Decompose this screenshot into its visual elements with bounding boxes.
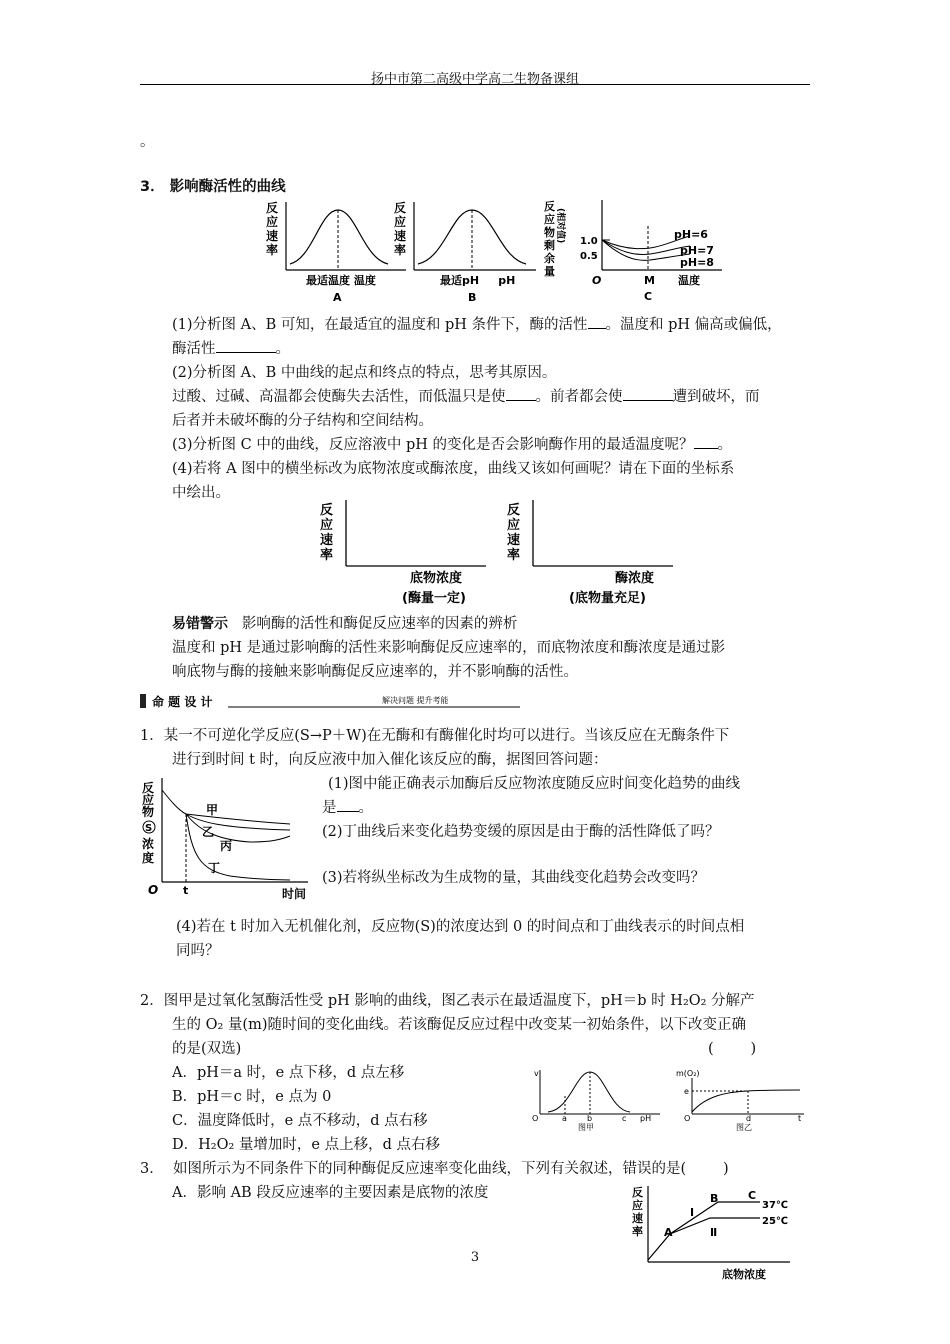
axis2-note: (底物量充足): [569, 591, 646, 606]
warning-title: 影响酶的活性和酶促反应速率的因素的辨析: [241, 616, 518, 632]
s3-q1-c: 酶活性: [172, 341, 216, 357]
q1-figure: [140, 776, 312, 900]
page-header: 扬中市第二高级中学高二生物备课组: [370, 72, 579, 87]
q2-line2: 生的 O₂ 量(m)随时间的变化曲线。若该酶促反应过程中改变某一初始条件，以下改变正确: [172, 1017, 746, 1033]
fig-c-ylabel-1: 应: [544, 213, 555, 226]
q1fig-ding: 丁: [208, 861, 221, 875]
mingti-label: 命 题 设 计: [152, 695, 213, 708]
fig-b-caption: B: [468, 291, 477, 304]
fig-c-ph6: pH=6: [674, 228, 708, 241]
q2j-c: c: [622, 1114, 627, 1123]
q2j-curve: [548, 1072, 630, 1112]
s3-q2: (2)分析图 A、B 中曲线的起点和终点的特点，思考其原因。: [172, 365, 557, 381]
fig-a-curve: [290, 210, 388, 264]
fig-c-ylabel-5: 量: [544, 265, 555, 278]
fig-c-m: M: [644, 274, 655, 287]
s3-q2-ans-a: 过酸、过碱、高温都会使酶失去活性，而低温只是使: [172, 389, 506, 405]
fig-a-ylabel-1: 应: [266, 215, 279, 229]
s3-q4: (4)若将 A 图中的横坐标改为底物浓度或酶浓度，曲线又该如何画呢？请在下面的坐标系: [172, 461, 735, 477]
axis2-xlabel: 酶浓度: [615, 571, 655, 586]
q2j-o: O: [532, 1114, 539, 1123]
s3-q1-a: (1)分析图 A、B 可知，在最适宜的温度和 pH 条件下，酶的活性: [172, 317, 588, 333]
blank-3[interactable]: [506, 386, 536, 401]
axis1-ylabel-1: 应: [320, 518, 334, 533]
q2y-m: m(O₂): [676, 1069, 700, 1078]
fig-c-ylabel-2: 物: [544, 226, 555, 239]
q2y-e: e: [684, 1087, 689, 1096]
q2-option-b: B．pH＝c 时，e 点为 0: [172, 1089, 332, 1105]
q1fig-yi: 乙: [202, 825, 215, 839]
q1-s1c: 。: [358, 800, 373, 816]
mingti-bar: [140, 694, 520, 708]
q3fig-ylabel-2: 速: [632, 1212, 643, 1225]
axis1-note: (酶量一定): [402, 591, 466, 606]
blank-5[interactable]: [694, 434, 718, 449]
q3fig-A: A: [664, 1226, 673, 1239]
warning-head: 易错警示: [172, 616, 228, 632]
axis2-ylabel-1: 应: [507, 518, 521, 533]
page-number: 3: [470, 1250, 480, 1265]
fig-b-ylabel-3: 率: [394, 243, 407, 257]
s3-q1: [172, 313, 820, 337]
q1-s1-line2: [322, 796, 373, 820]
q2j-v: v: [534, 1069, 539, 1078]
q3fig-C: C: [748, 1189, 757, 1202]
q1fig-ylabel-0: 反: [142, 781, 155, 795]
stray-mark: 。: [140, 134, 155, 150]
q2y-t: t: [798, 1114, 802, 1123]
section-title: 3． 影响酶活性的曲线: [140, 179, 286, 195]
q1-line2: 进行到时间 t 时，向反应液中加入催化该反应的酶，据图回答问题：: [172, 752, 608, 768]
axis1-ylabel-3: 率: [320, 548, 334, 563]
q3fig-ylabel-1: 应: [632, 1199, 643, 1212]
fig-c-ylabel-4: 余: [544, 252, 555, 265]
q2-option-c: C．温度降低时，e 点不移动，d 点右移: [172, 1113, 428, 1129]
fig-c-curve-ph8: [602, 240, 690, 260]
axis-substrate: [318, 498, 488, 610]
q1-s4b: 同吗？: [176, 943, 220, 959]
warning-title-line: [172, 612, 517, 636]
q3fig-B: B: [710, 1192, 719, 1205]
axis2-ylabel-2: 速: [507, 533, 521, 548]
warning-line1: 温度和 pH 是通过影响酶的活性来影响酶促反应速率的，而底物浓度和酶浓度是通过影: [172, 640, 726, 656]
fig-b-ylabel-0: 反: [394, 201, 407, 215]
warning-line2: 响底物与酶的接触来影响酶促反应速率的，并不影响酶的活性。: [172, 664, 578, 680]
q1fig-ylabel2-1: 度: [142, 851, 155, 865]
q2-figure-yi: [676, 1066, 810, 1132]
fig-c-ylabel2: (相对值): [555, 208, 565, 244]
axis1-ylabel-2: 速: [320, 533, 334, 548]
s3-q2-ans-line2: 后者并未破坏酶的分子结构和空间结构。: [172, 413, 433, 429]
q2y-curve: [692, 1090, 800, 1112]
q3fig-II: Ⅱ: [710, 1226, 718, 1239]
q1-s1a: (1)图中能正确表示加酶后反应物浓度随反应时间变化趋势的曲线: [328, 776, 741, 792]
fig-a-ylabel-3: 率: [266, 243, 279, 257]
q1-line1: 1．某一不可逆化学反应(S→P＋W)在无酶和有酶催化时均可以进行。当该反应在无酶条件下: [140, 728, 730, 744]
q2-option-a: A．pH＝a 时，e 点下移，d 点左移: [172, 1065, 405, 1081]
fig-c-ylabel-0: 反: [544, 200, 555, 213]
s3-q3: [172, 433, 820, 457]
mingti-mark: [140, 694, 146, 708]
q1fig-ylabel2-0: 浓: [142, 837, 155, 851]
q1fig-t: t: [183, 884, 189, 897]
q2-figure-jia: [530, 1066, 670, 1132]
figure-c: [540, 196, 725, 306]
s3-q4-line2: 中绘出。: [172, 485, 230, 501]
axis1-ylabel-0: 反: [320, 503, 334, 518]
axis1-xlabel: 底物浓度: [410, 571, 463, 586]
header-rule: [140, 84, 810, 85]
q1fig-jia: 甲: [206, 803, 219, 817]
q2j-b: b: [587, 1114, 593, 1123]
q1-s4a: (4)若在 t 时加入无机催化剂，反应物(S)的浓度达到 0 的时间点和丁曲线表示的时间点相: [176, 919, 745, 935]
s3-q1-b: 。温度和 pH 偏高或偏低，: [605, 317, 782, 333]
q3-option-a: A．影响 AB 段反应速率的主要因素是底物的浓度: [172, 1185, 489, 1201]
q3fig-I: Ⅰ: [690, 1206, 695, 1219]
s3-q1-d: 。: [275, 341, 290, 357]
fig-b-ylabel-1: 应: [394, 215, 407, 229]
q2y-o: O: [684, 1114, 691, 1123]
q2j-ph: pH: [640, 1114, 652, 1123]
fig-c-ph8: pH=8: [680, 256, 714, 269]
q2j-a: a: [562, 1114, 567, 1123]
q3fig-ylabel-3: 率: [632, 1225, 643, 1238]
q1fig-origin: O: [148, 883, 159, 897]
blank-2[interactable]: [216, 338, 276, 353]
q2j-caption: 图甲: [578, 1123, 594, 1132]
q1fig-s: S: [145, 823, 153, 834]
q1-s3: (3)若将纵坐标改为生成物的量，其曲线变化趋势会改变吗？: [322, 870, 706, 886]
figure-b: [390, 198, 540, 306]
fig-c-ylabel-3: 剩: [544, 239, 555, 252]
q2-line1: 2．图甲是过氧化氢酶活性受 pH 影响的曲线，图乙表示在最适温度下，pH＝b 时 H₂O₂ 分解产: [140, 993, 755, 1009]
s3-q3-a: (3)分析图 C 中的曲线，反应溶液中 pH 的变化是否会影响酶作用的最适温度呢？: [172, 437, 694, 453]
fig-c-ph7: pH=7: [680, 244, 714, 257]
blank-1[interactable]: [588, 314, 606, 329]
q3fig-25: 25℃: [762, 1216, 789, 1227]
s3-q3-b: 。: [717, 437, 732, 453]
fig-a-xlabel: 最适温度 温度: [306, 274, 376, 287]
q1-s2: (2)丁曲线后来变化趋势变缓的原因是由于酶的活性降低了吗？: [322, 824, 720, 840]
s3-q2-ans: [172, 385, 820, 409]
q1fig-ylabel-2: 物: [142, 805, 155, 819]
fig-c-xlabel: 温度: [678, 274, 700, 287]
q1fig-curve-jia: [162, 790, 290, 824]
q1-s1b: 是: [322, 800, 337, 816]
fig-c-curve-ph7: [602, 240, 690, 254]
fig-a-ylabel-0: 反: [266, 201, 279, 215]
q1fig-curve-ding: [186, 814, 290, 880]
figure-a: [258, 198, 408, 306]
q1fig-ylabel-1: 应: [142, 793, 155, 807]
mingti-sub: 解决问题 提升考能: [382, 696, 449, 705]
s3-q2-ans-c: 遭到破坏，而: [672, 389, 760, 405]
fig-a-caption: A: [333, 291, 342, 304]
axis2-ylabel-3: 率: [507, 548, 521, 563]
q3fig-ylabel-0: 反: [632, 1186, 643, 1199]
fig-b-xlabel: 最适pH pH: [440, 274, 516, 287]
blank-4[interactable]: [623, 386, 673, 401]
fig-c-origin: O: [592, 274, 602, 287]
q3fig-37: 37℃: [762, 1200, 789, 1211]
fig-a-ylabel-2: 速: [266, 229, 279, 243]
fig-c-tick05: 0.5: [580, 251, 598, 262]
blank-6[interactable]: [337, 797, 359, 812]
q2y-d: d: [746, 1114, 752, 1123]
fig-c-caption: C: [644, 290, 653, 303]
q1fig-xlabel: 时间: [282, 887, 307, 900]
fig-b-ylabel-2: 速: [394, 229, 407, 243]
q3fig-xlabel: 底物浓度: [722, 1268, 766, 1281]
q2y-caption: 图乙: [736, 1123, 752, 1132]
fig-c-tick1: 1.0: [580, 236, 598, 247]
q3-line1: 3． 如图所示为不同条件下的同种酶促反应速率变化曲线，下列有关叙述，错误的是( ): [140, 1161, 729, 1177]
q2-option-d: D．H₂O₂ 量增加时，e 点上移，d 点右移: [172, 1137, 440, 1153]
axis2-ylabel-0: 反: [507, 503, 521, 518]
s3-q2-ans-b: 。前者都会使: [535, 389, 623, 405]
q2-bracket: ( ): [708, 1041, 757, 1057]
q3-figure: [630, 1184, 800, 1284]
s3-q1-line2: [172, 337, 290, 361]
axis-enzyme: [505, 498, 675, 610]
q2-line3: 的是(双选): [172, 1041, 242, 1057]
q1fig-bing: 丙: [220, 839, 233, 853]
